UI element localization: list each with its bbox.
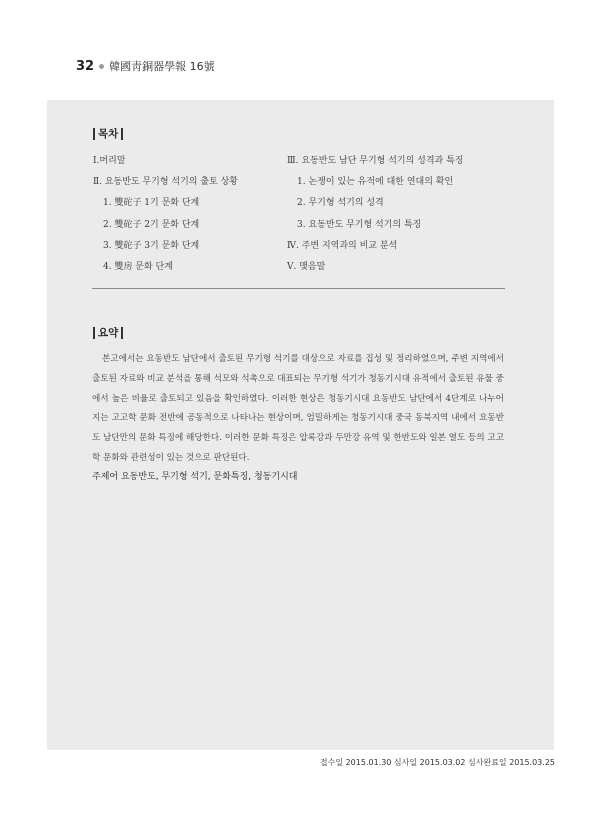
toc-item: 2. 무기형 석기의 성격 [297, 198, 384, 209]
toc-item: 4. 雙房 문화 단계 [103, 262, 173, 273]
toc-item: 1. 雙砣子 1기 문화 단계 [103, 198, 200, 209]
submission-dates: 접수일 2015.01.30 심사일 2015.03.02 심사완료일 2015.03.25 [319, 758, 555, 767]
bracket-left-icon [93, 128, 95, 140]
toc-right-column [287, 151, 464, 278]
running-header [76, 58, 215, 74]
toc-item: Ⅰ.머리말 [93, 156, 126, 166]
toc-item: Ⅳ. 주변 지역과의 비교 분석 [287, 240, 398, 251]
toc-item: 3. 雙砣子 3기 문화 단계 [103, 240, 200, 251]
toc-item: 2. 雙砣子 2기 문화 단계 [103, 219, 200, 230]
toc-heading [90, 126, 126, 141]
toc-item: 3. 요동반도 무기형 석기의 특징 [297, 219, 422, 230]
bracket-left-icon [93, 327, 95, 339]
toc-item: Ⅱ. 요동반도 무기형 석기의 출토 상황 [93, 177, 238, 188]
bracket-right-icon [121, 327, 123, 339]
toc-item: Ⅲ. 요동반도 남단 무기형 석기의 성격과 특징 [287, 156, 464, 166]
page-number: 32 [76, 58, 95, 74]
toc-left-column [93, 151, 238, 278]
abstract-text: 본고에서는 요동반도 남단에서 출토된 무기형 석기를 대상으로 자료를 집성 및 정리하였으며, 주변 지역에서 출토된 자료와 비교 분석을 통해 석모와 석촉으로 대표되는 무기형 석기가 청동기시대 유적에서 출토된 유물 중에서 높은 비율로 출토되고 있음을 확인하였다. 이러한 현상은 청동기시대 요동반도 남단에서 4단계로 나누어지는 고고학 문화 전반에 공동적으로 나타나는 현상이며, 엄밀하게는 청동기시대 중국 동북지역 내에서 요동반도 남단만의 문화 특징에 해당한다. 이러한 문화 특징은 압록강과 두만강 유역 및 한반도와 일본 열도 등의 고고학 문화와 관련성이 있는 것으로 판단된다. [92, 354, 504, 463]
abstract-body [92, 350, 504, 469]
abstract-heading-text: 요약 [98, 327, 119, 339]
toc-item: Ⅴ. 맺음말 [287, 262, 326, 273]
toc-heading-text: 목차 [98, 128, 119, 140]
section-divider [92, 288, 505, 289]
bullet-dot-icon [99, 64, 104, 69]
abstract-heading [90, 325, 126, 340]
toc-item: 1. 논쟁이 있는 유적에 대한 연대의 확인 [297, 177, 454, 188]
bracket-right-icon [121, 128, 123, 140]
journal-title: 韓國靑銅器學報 16號 [109, 60, 215, 73]
keywords: 주제어 요동반도, 무기형 석기, 문화특징, 청동기시대 [92, 472, 298, 482]
